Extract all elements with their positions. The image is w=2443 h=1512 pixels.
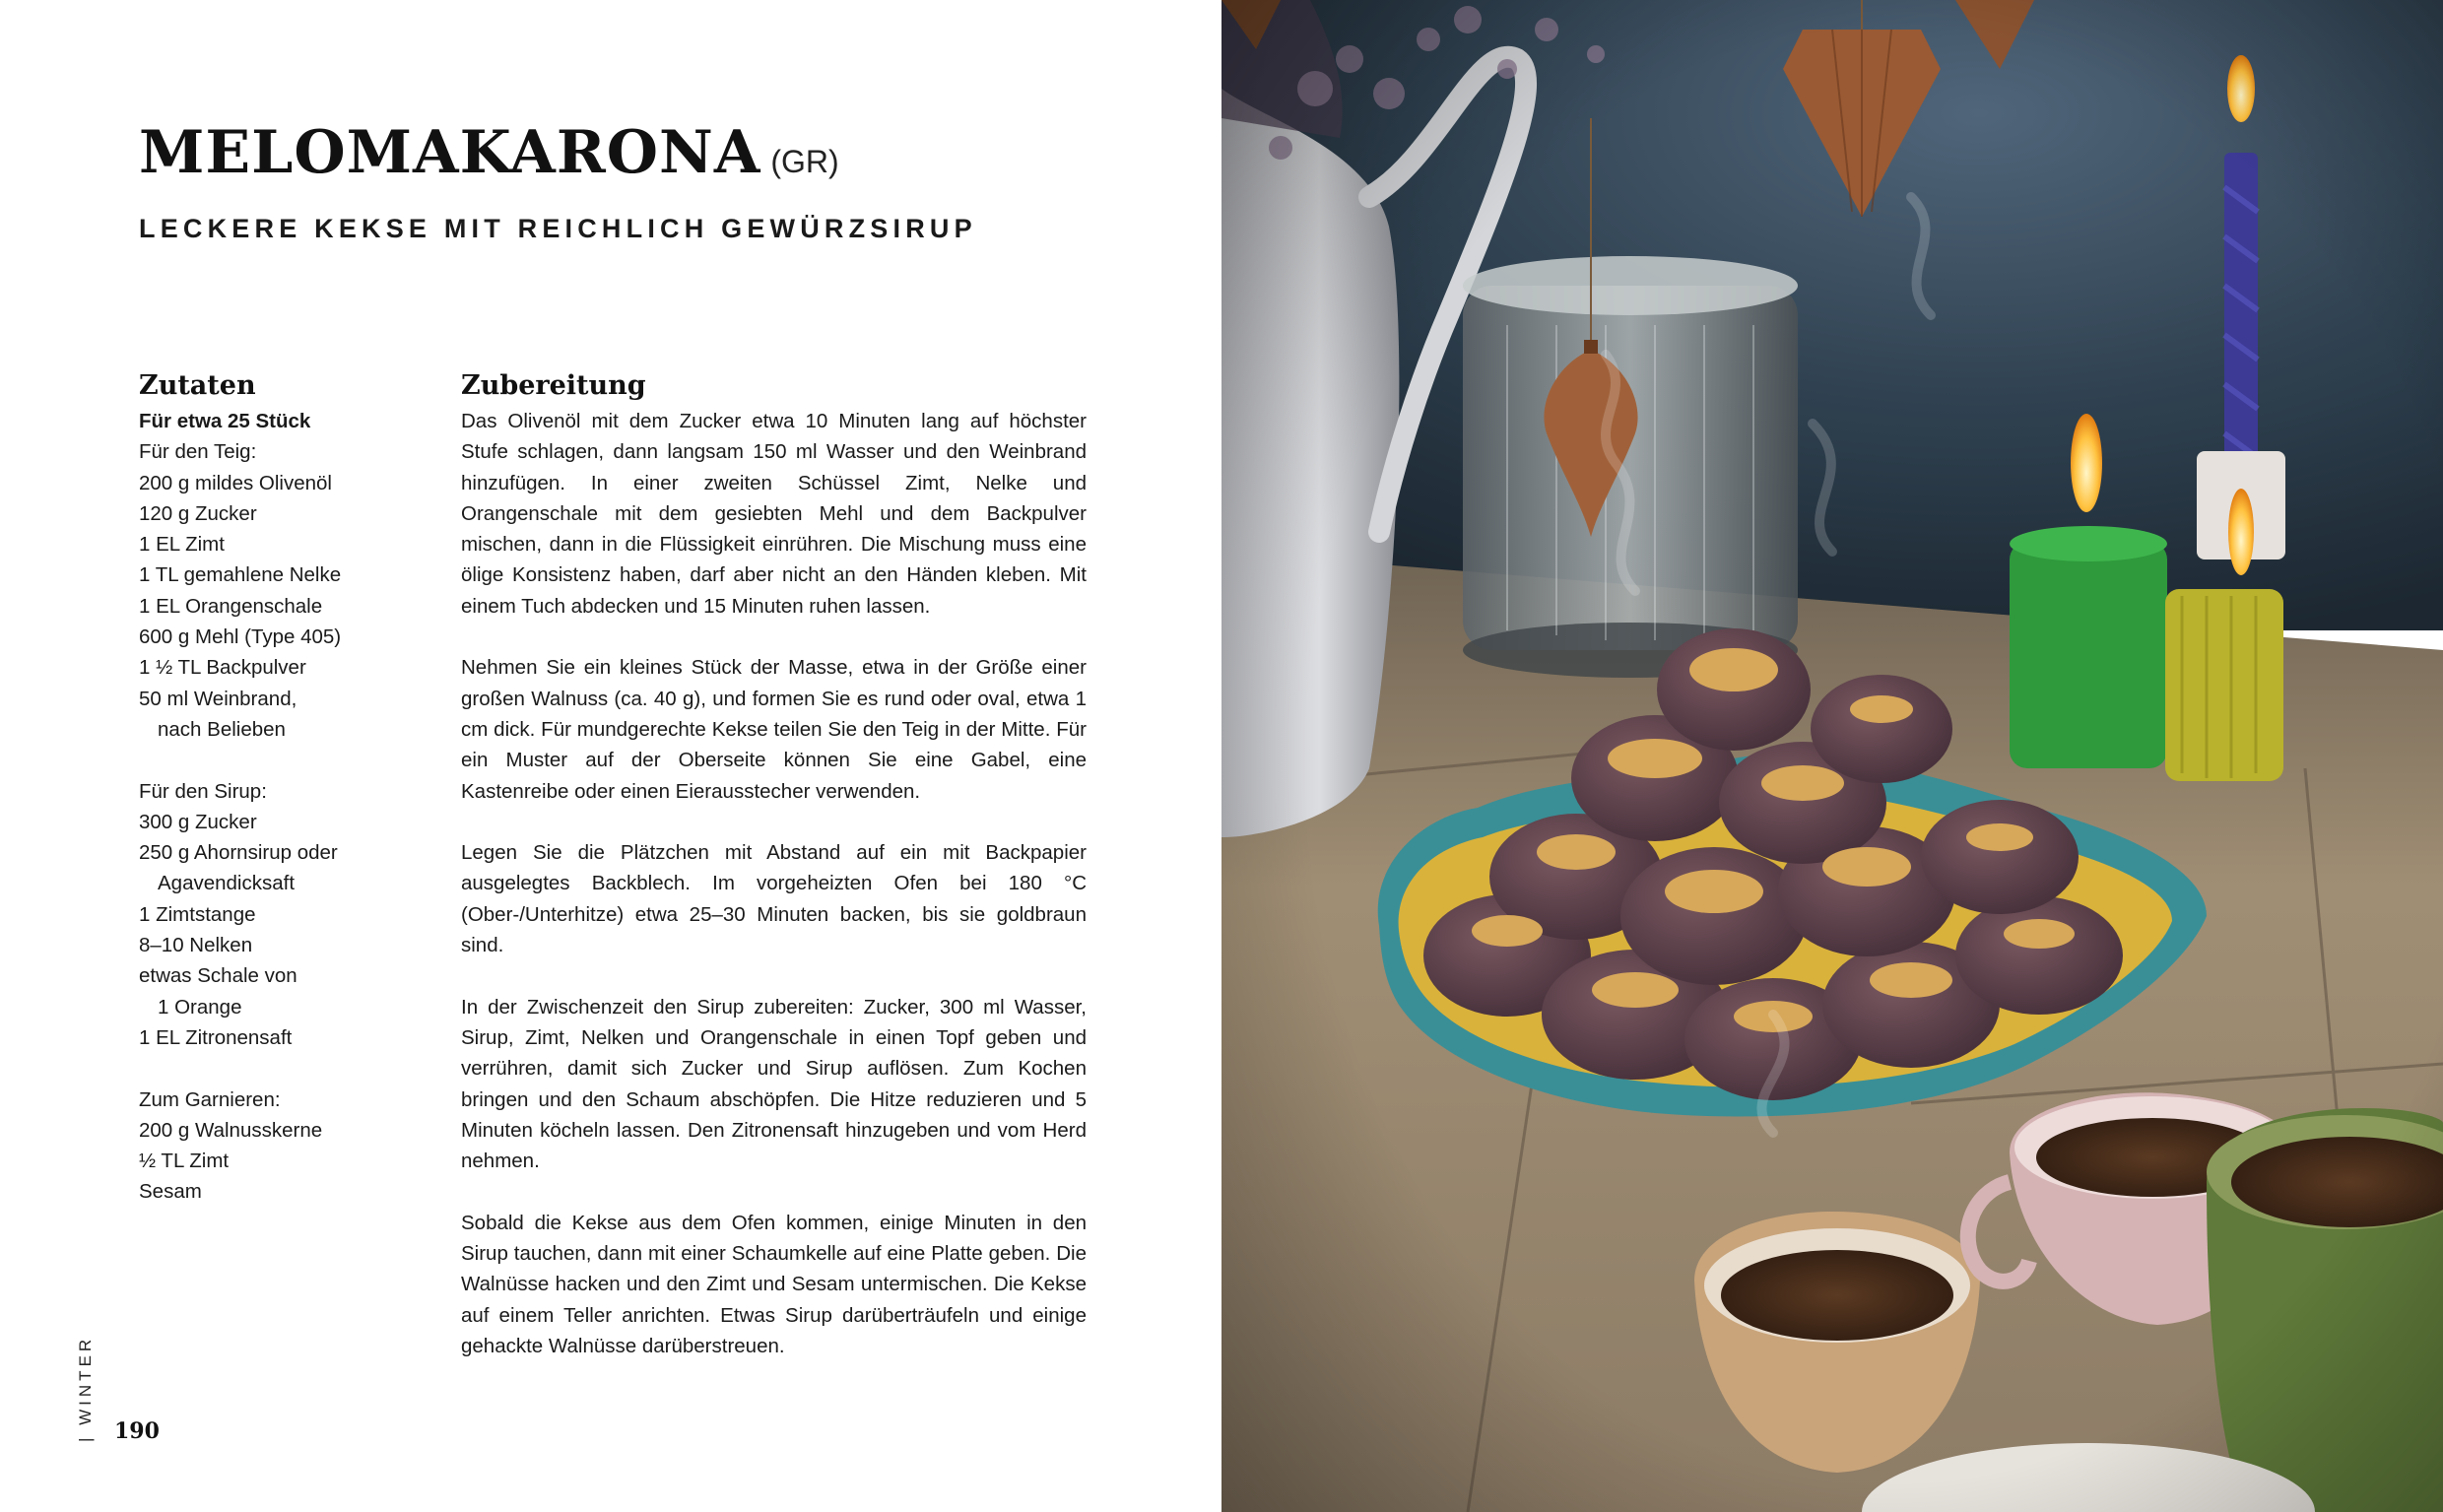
ingredient-spacer (139, 1053, 434, 1084)
recipe-photo (1222, 0, 2443, 1512)
ingredients-heading: Zutaten (139, 370, 256, 401)
recipe-subtitle: LECKERE KEKSE MIT REICHLICH GEWÜRZSIRUP (139, 214, 977, 243)
ingredient-item: 1 ½ TL Backpulver (139, 656, 306, 680)
dough-label: Für den Teig: (139, 440, 257, 464)
ingredient-item: 120 g Zucker (139, 501, 257, 525)
preparation-step: In der Zwischenzeit den Sirup zubereiten: Zucker, 300 ml Wasser, Sirup, Zimt, Nelken und Orangenschale in einen Topf geben und verrühren, damit sich Zucker und Sirup auflösen. Zum Kochen bringen und den Schaum abschöpfen. Die Hitze reduzieren und 5 Minuten köcheln lassen. Den Zitronensaft hinzugeben und vom Herd nehmen. (461, 995, 1087, 1173)
recipe-origin: (GR) (770, 144, 839, 179)
ingredients-column (139, 368, 434, 1208)
preparation-step: Das Olivenöl mit dem Zucker etwa 10 Minuten lang auf höchster Stufe schlagen, dann langsam 150 ml Wasser und den Weinbrand hinzufügen. In einer zweiten Schüssel Zimt, Nelke und Orangenschale mit dem gesiebten Mehl und dem Backpulver mischen, dann in die Flüssigkeit einrühren. Die Mischung muss eine ölige Konsistenz haben, darf aber nicht an den Händen kleben. Mit einem Tuch abdecken und 15 Minuten ruhen lassen. (461, 410, 1087, 618)
ingredient-item: 600 g Mehl (Type 405) (139, 625, 342, 649)
preparation-heading: Zubereitung (461, 370, 646, 401)
syrup-label: Für den Sirup: (139, 779, 267, 803)
ingredient-item: Sesam (139, 1180, 202, 1204)
ingredient-item: ½ TL Zimt (139, 1150, 230, 1173)
ingredient-item: Agavendicksaft (158, 872, 296, 895)
garnish-label: Zum Garnieren: (139, 1087, 281, 1111)
ingredient-item: 1 EL Zimt (139, 533, 225, 557)
ingredients-yield: Für etwa 25 Stück (139, 410, 311, 432)
ingredient-item: etwas Schale von (139, 964, 297, 988)
ingredient-item: 1 Orange (158, 995, 242, 1019)
photo-illustration (1222, 0, 2443, 1512)
ingredient-item: 200 g Walnusskerne (139, 1118, 323, 1142)
preparation-column (461, 368, 1087, 1393)
ingredient-item: nach Belieben (158, 717, 286, 741)
ingredient-item: 250 g Ahornsirup oder (139, 841, 338, 865)
ingredient-item: 1 TL gemahlene Nelke (139, 563, 342, 587)
recipe-title: MELOMAKARONA (139, 118, 761, 187)
ingredient-item: 300 g Zucker (139, 810, 257, 833)
preparation-step: Sobald die Kekse aus dem Ofen kommen, einige Minuten in den Sirup tauchen, dann mit einer Schaumkelle auf eine Platte geben. Die Walnüsse hacken und den Zimt und Sesam untermischen. Die Kekse auf einem Teller anrichten. Etwas Sirup darüberträufeln und einige gehackte Walnüsse darüberstreuen. (461, 1211, 1087, 1357)
section-label-text: | WINTER (76, 1335, 95, 1442)
ingredient-item: 200 g mildes Olivenöl (139, 471, 332, 494)
page-number: 190 (114, 1418, 160, 1444)
preparation-step: Nehmen Sie ein kleines Stück der Masse, etwa in der Größe einer großen Walnuss (ca. 40 g), und formen Sie es rund oder oval, etwa 1 cm dick. Für mundgerechte Kekse teilen Sie den Teig in der Mitte. Für ein Muster auf der Oberseite können Sie eine Gabel, eine Kastenreibe oder einen Eierausstecher verwenden. (461, 656, 1087, 803)
preparation-step: Legen Sie die Plätzchen mit Abstand auf ein mit Backpapier ausgelegtes Backblech. Im vorgeheizten Ofen bei 180 °C (Ober-/Unterhitze) etwa 25–30 Minuten backen, bis sie goldbraun sind. (461, 841, 1087, 957)
ingredient-item: 1 EL Zitronensaft (139, 1025, 293, 1049)
recipe-title-line (139, 118, 839, 187)
ingredient-spacer (139, 745, 434, 775)
photo-vignette (1222, 0, 2443, 1512)
ingredient-item: 1 EL Orangenschale (139, 594, 323, 618)
ingredient-item: 1 Zimtstange (139, 902, 256, 926)
ingredient-item: 50 ml Weinbrand, (139, 687, 297, 710)
section-label (76, 1334, 101, 1442)
ingredient-item: 8–10 Nelken (139, 934, 253, 957)
